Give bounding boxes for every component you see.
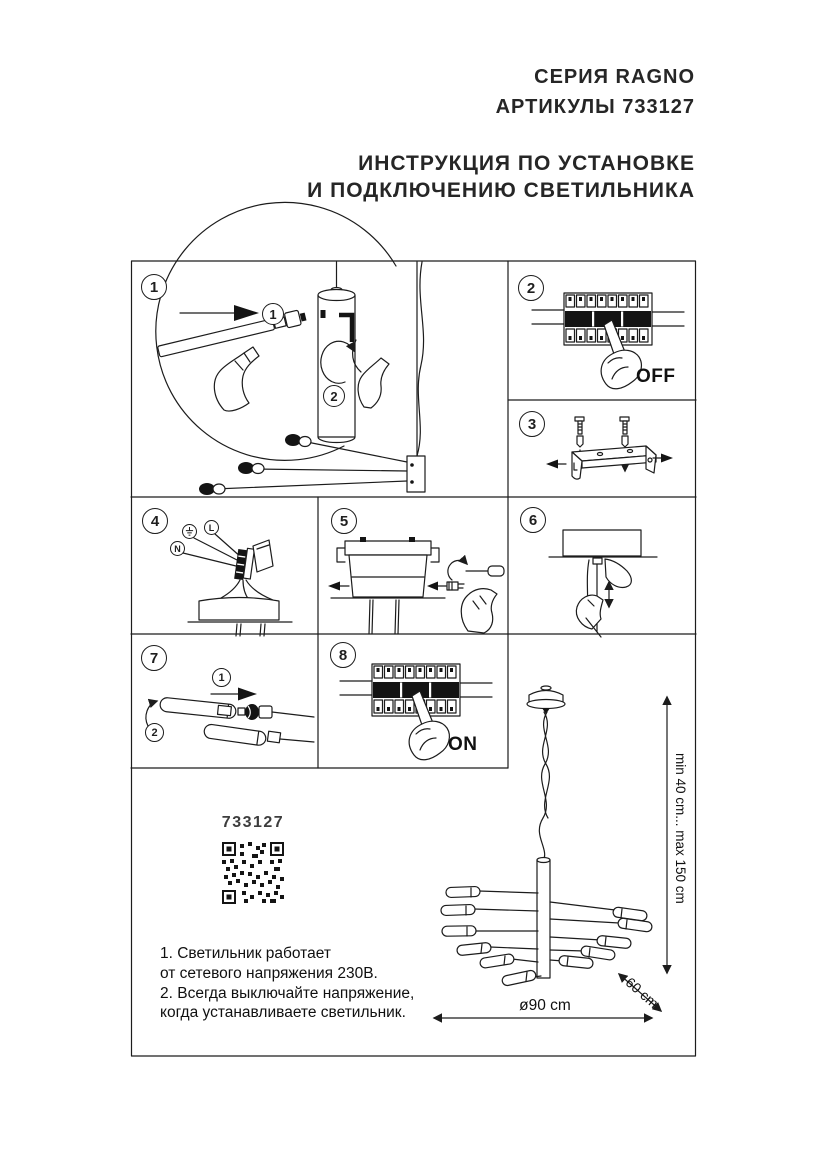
- on-label: ON: [448, 734, 478, 755]
- substep-badge-1-1: 1: [262, 303, 284, 325]
- step-badge-5: 5: [331, 508, 357, 534]
- panel6-art: [549, 530, 657, 637]
- substep-badge-7-1: 1: [212, 668, 231, 687]
- step-badge-7: 7: [141, 645, 167, 671]
- panel7-art: [146, 688, 314, 747]
- terminal-l-label: L: [204, 520, 219, 535]
- step-badge-8: 8: [330, 642, 356, 668]
- diameter-dimension-label: ø90 cm: [519, 997, 571, 1014]
- article-number-title: АРТИКУЛЫ 733127: [495, 96, 695, 118]
- hand-icon: [358, 358, 389, 408]
- lamp-tube: [441, 904, 475, 915]
- step-badge-1: 1: [141, 274, 167, 300]
- terminal-n-label: N: [170, 541, 185, 556]
- step-badge-4: 4: [142, 508, 168, 534]
- panel4-art: [183, 534, 292, 636]
- screw: [447, 582, 464, 590]
- rod-arm: [157, 309, 307, 359]
- screwdriver: [448, 560, 504, 580]
- direction-arrow-icon: [234, 305, 259, 321]
- panel3-art: [546, 417, 673, 479]
- instruction-title: [307, 150, 695, 204]
- hand-icon: [214, 347, 259, 411]
- height-dimension-label: min 40 cm... max 150 cm: [673, 753, 688, 904]
- safety-notes: [160, 944, 450, 1023]
- panel5-art: [328, 537, 504, 634]
- center-stem: [537, 860, 550, 978]
- earth-ground-icon: [185, 527, 194, 536]
- substep-badge-1-2: 2: [323, 385, 345, 407]
- step-badge-3: 3: [519, 411, 545, 437]
- lamp-tube: [479, 953, 514, 968]
- lamp-tube: [446, 886, 480, 897]
- qr-code: [222, 842, 284, 904]
- step-badge-2: 2: [518, 275, 544, 301]
- ceiling-canopy: [199, 598, 279, 621]
- lamp-tube: [597, 935, 632, 948]
- instruction-title-line2: И ПОДКЛЮЧЕНИЮ СВЕТИЛЬНИКА: [307, 179, 695, 202]
- depth-dimension-label: 60 cm: [622, 974, 662, 1012]
- product-article-code: 733127: [221, 814, 285, 831]
- hand-icon: [461, 589, 497, 633]
- lamp-tube: [617, 918, 652, 933]
- terminal-ground-label: [182, 524, 197, 539]
- document-header: [307, 62, 695, 204]
- note-line: от сетевого напряжения 230В.: [160, 964, 378, 982]
- lamp-tube: [442, 926, 476, 937]
- note-line: 1. Светильник работает: [160, 945, 331, 962]
- lamp-tube: [457, 942, 492, 955]
- note-line: 2. Всегда выключайте напряжение,: [160, 984, 415, 1002]
- mounting-bracket: [345, 541, 431, 555]
- series-title: СЕРИЯ RAGNO: [534, 66, 695, 88]
- hand-icon: [576, 595, 603, 629]
- off-label: OFF: [636, 366, 676, 387]
- note-line: когда устанавливаете светильник.: [160, 1004, 406, 1022]
- substep-badge-7-2: 2: [145, 723, 164, 742]
- instruction-title-line1: ИНСТРУКЦИЯ ПО УСТАНОВКЕ: [358, 152, 695, 175]
- ceiling-canopy: [349, 555, 427, 597]
- lamp-tube: [559, 955, 594, 968]
- lamp-tube: [501, 970, 536, 987]
- terminal-block: [234, 547, 254, 581]
- panel1-art: [156, 202, 425, 495]
- ceiling-box: [563, 530, 641, 556]
- step-badge-6: 6: [520, 507, 546, 533]
